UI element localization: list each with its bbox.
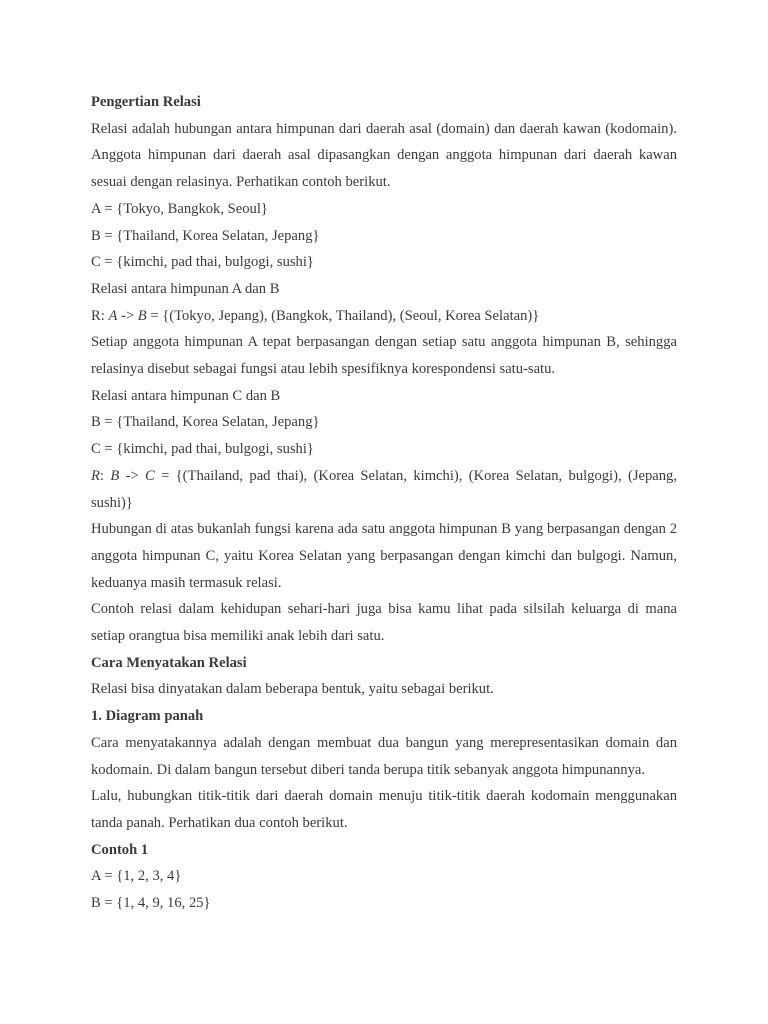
paragraph-bukan-fungsi: Hubungan di atas bukanlah fungsi karena ada satu anggota himpunan B yang berpasangan dengan 2 anggota himpunan C, yaitu Korea Selatan yang berpasangan dengan kimchi dan bulgogi. Namun, keduanya masih termasuk relasi. [91,521,677,591]
relasi-ab-prefix: R: [91,307,109,324]
relasi-bc-arrow: -> [119,467,146,484]
relasi-ab-from: A [108,307,118,324]
paragraph-diagram-2: Lalu, hubungkan titik-titik dari daerah domain menuju titik-titik daerah kodomain menggunakan tanda panah. Perhatikan dua contoh berikut. [91,788,677,831]
paragraph-fungsi: Setiap anggota himpunan A tepat berpasangan dengan setiap satu anggota himpunan B, sehingga relasinya disebut sebagai fungsi atau lebih spesifiknya korespondensi satu-satu. [91,334,677,378]
contoh1-set-a: A = {1, 2, 3, 4} [91,868,182,885]
paragraph-contoh-sehari: Contoh relasi dalam kehidupan sehari-hari juga bisa kamu lihat pada silsilah keluarga di mana setiap orangtua bisa memiliki anak lebih dari satu. [91,601,677,645]
document-page [91,89,677,917]
paragraph-definisi-relasi: Relasi adalah hubungan antara himpunan dari daerah asal (domain) dan daerah kawan (kodomain). Anggota himpunan dari daerah asal dipasangkan dengan anggota himpunan dari daerah kawan sesuai dengan relasinya. Perhatikan contoh berikut. [91,120,677,191]
set-a-line: A = {Tokyo, Bangkok, Seoul} [91,200,268,217]
set-b-line-2: B = {Thailand, Korea Selatan, Jepang} [91,414,320,431]
set-b-line: B = {Thailand, Korea Selatan, Jepang} [91,227,320,244]
relasi-bc-sep: : [99,467,111,484]
relasi-ab-rest: = {(Tokyo, Jepang), (Bangkok, Thailand), (Seoul, Korea Selatan)} [146,307,540,324]
relasi-bc-line [91,463,677,516]
relasi-bc-to: C [145,467,155,484]
set-c-line: C = {kimchi, pad thai, bulgogi, sushi} [91,254,314,271]
relasi-cb-title: Relasi antara himpunan C dan B [91,387,281,404]
contoh1-set-b: B = {1, 4, 9, 16, 25} [91,895,211,912]
relasi-ab-line [91,303,677,330]
relasi-ab-title: Relasi antara himpunan A dan B [91,280,280,297]
relasi-bc-from: B [110,467,120,484]
heading-pengertian-relasi: Pengertian Relasi [91,94,201,110]
paragraph-bentuk: Relasi bisa dinyatakan dalam beberapa bentuk, yaitu sebagai berikut. [91,681,494,698]
set-c-line-2: C = {kimchi, pad thai, bulgogi, sushi} [91,441,314,458]
paragraph-diagram-1: Cara menyatakannya adalah dengan membuat dua bangun yang merepresentasikan domain dan kodomain. Di dalam bangun tersebut diberi tanda berupa titik sebanyak anggota himpunannya. [91,734,677,778]
heading-cara-menyatakan: Cara Menyatakan Relasi [91,654,247,671]
relasi-ab-to: B [137,307,147,324]
relasi-bc-rest: = {(Thailand, pad thai), (Korea Selatan, kimchi), (Korea Selatan, bulgogi), (Jepang, sushi)} [91,467,677,511]
relasi-ab-arrow: -> [117,307,138,324]
heading-contoh-1: Contoh 1 [91,841,149,858]
heading-diagram-panah: 1. Diagram panah [91,708,204,725]
relasi-bc-r: R [91,467,100,484]
